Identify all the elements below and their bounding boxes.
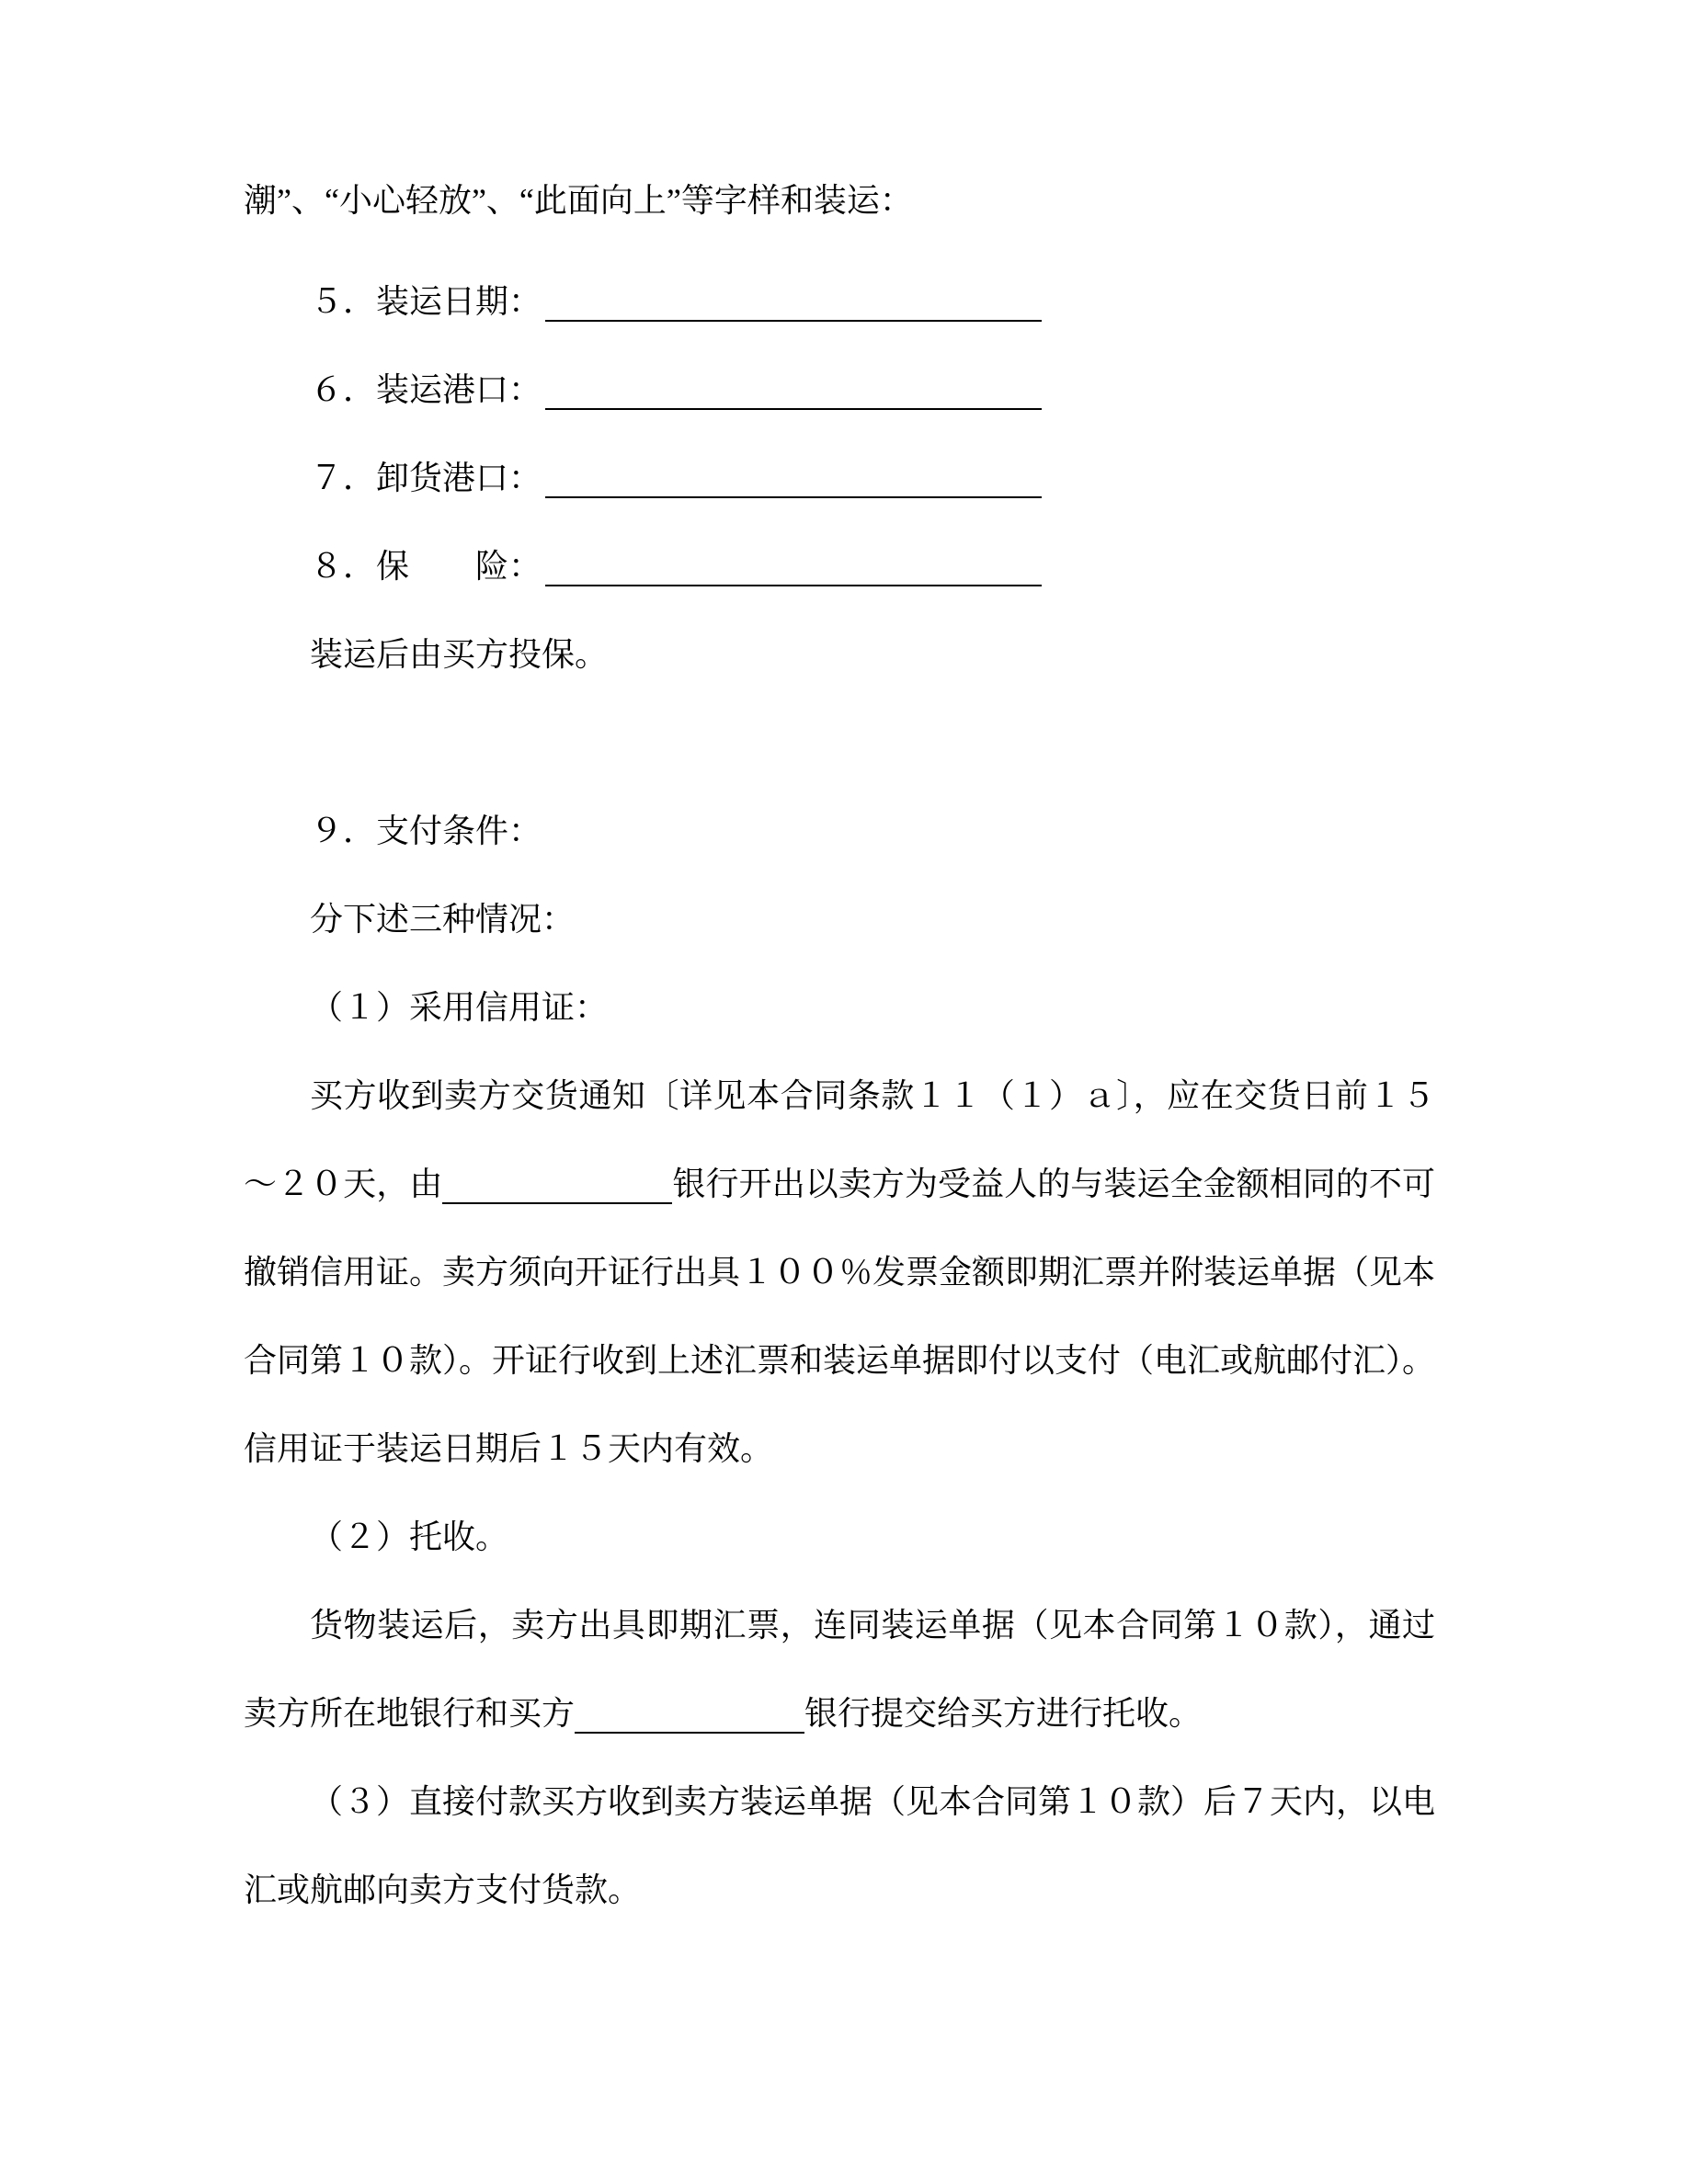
loading-port-blank[interactable]	[545, 375, 1042, 410]
continuation-line: 潮”、“小心轻放”、“此面向上”等字样和装运：	[244, 182, 913, 219]
insurance-blank[interactable]	[545, 552, 1042, 586]
fill-in-blank[interactable]	[442, 1169, 672, 1204]
field-shipment-date	[244, 257, 1435, 346]
discharge-port-blank[interactable]	[545, 463, 1042, 498]
payment-terms-intro: 分下述三种情况：	[310, 901, 576, 938]
fill-in-blank[interactable]	[575, 1699, 804, 1734]
field-loading-port-label: ６．装运港口：	[310, 371, 542, 408]
letter-of-credit-paragraph: 买方收到卖方交货通知〔详见本合同条款１１（１）ａ〕，应在交货日前１５～２０天，由 银行开出以卖方为受益人的与装运全金额相同的不可撤销信用证。卖方须向开证行出具１００％发票金额即期汇票并附装运单据（见本合同第１０款）。开证行收到上述汇票和装运单据即付以支付（电汇或航邮付汇）。信用证于装运日期后１５天内有效。	[244, 1077, 1436, 1467]
field-loading-port	[244, 346, 1435, 434]
fill-in-fields	[244, 257, 1435, 610]
field-discharge-port	[244, 434, 1435, 522]
field-insurance-label: ８．保 险：	[310, 548, 542, 585]
insurance-note: 装运后由买方投保。	[310, 636, 609, 673]
field-insurance	[244, 522, 1435, 610]
letter-of-credit-title: （１）采用信用证：	[310, 989, 609, 1026]
field-shipment-date-label: ５．装运日期：	[310, 283, 542, 320]
direct-payment-paragraph: （３）直接付款买方收到卖方装运单据（见本合同第１０款）后７天内，以电汇或航邮向卖方支付货款。	[244, 1783, 1436, 1908]
collection-paragraph: 货物装运后，卖方出具即期汇票，连同装运单据（见本合同第１０款），通过卖方所在地银行和买方 银行提交给买方进行托收。	[244, 1607, 1435, 1732]
blank-line	[244, 699, 1435, 787]
payment-terms-heading: ９．支付条件：	[310, 813, 542, 849]
shipment-date-blank[interactable]	[545, 287, 1042, 322]
field-discharge-port-label: ７．卸货港口：	[310, 460, 542, 496]
collection-title: （２）托收。	[310, 1519, 509, 1555]
